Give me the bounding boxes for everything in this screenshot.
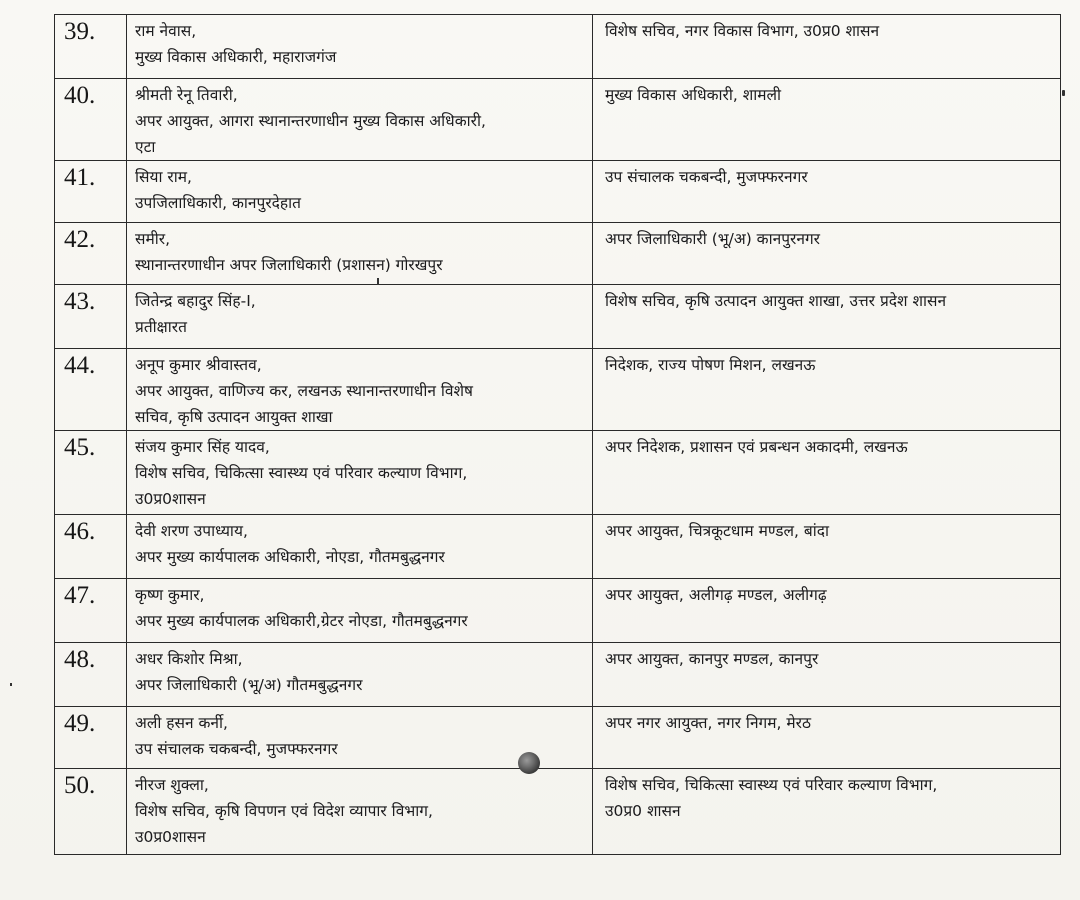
new-post-line: उ0प्र0 शासन (605, 802, 681, 820)
table-row (55, 769, 1061, 855)
current-post-line: सचिव, कृषि उत्पादन आयुक्त शाखा (135, 408, 333, 426)
current-post-line: अपर मुख्य कार्यपालक अधिकारी, नोएडा, गौतमबुद्धनगर (135, 548, 445, 566)
current-post-line: मुख्य विकास अधिकारी, महाराजगंज (135, 48, 337, 66)
officer-current-post (127, 643, 593, 707)
current-post-line: उ0प्र0शासन (135, 490, 206, 508)
table-row (55, 643, 1061, 707)
officer-name: संजय कुमार सिंह यादव, (135, 438, 270, 456)
current-post-line: प्रतीक्षारत (135, 318, 187, 336)
table-row (55, 431, 1061, 515)
row-serial-number: 47. (55, 579, 127, 643)
row-serial-number: 48. (55, 643, 127, 707)
current-post-line: विशेष सचिव, कृषि विपणन एवं विदेश व्यापार विभाग, (135, 802, 433, 820)
officer-name: श्रीमती रेनू तिवारी, (135, 86, 238, 104)
new-post-line: विशेष सचिव, चिकित्सा स्वास्थ्य एवं परिवार कल्याण विभाग, (605, 776, 938, 794)
current-post-line: एटा (135, 138, 156, 156)
officer-current-post (127, 223, 593, 285)
table-row (55, 15, 1061, 79)
current-post-line: अपर जिलाधिकारी (भू/अ) गौतमबुद्धनगर (135, 676, 363, 694)
scan-speck (10, 683, 12, 686)
officer-current-post (127, 769, 593, 855)
new-post-line: निदेशक, राज्य पोषण मिशन, लखनऊ (605, 356, 816, 374)
officer-current-post (127, 431, 593, 515)
new-post-line: अपर निदेशक, प्रशासन एवं प्रबन्धन अकादमी, लखनऊ (605, 438, 908, 456)
new-post-line: अपर आयुक्त, कानपुर मण्डल, कानपुर (605, 650, 819, 668)
new-post-line: अपर जिलाधिकारी (भू/अ) कानपुरनगर (605, 230, 821, 248)
row-serial-number: 49. (55, 707, 127, 769)
punch-hole-mark (518, 752, 540, 774)
row-serial-number: 41. (55, 161, 127, 223)
officer-name: कृष्ण कुमार, (135, 586, 205, 604)
current-post-line: अपर आयुक्त, आगरा स्थानान्तरणाधीन मुख्य विकास अधिकारी, (135, 112, 486, 130)
scan-speck (1062, 90, 1065, 96)
officer-current-post (127, 579, 593, 643)
officer-name: अनूप कुमार श्रीवास्तव, (135, 356, 262, 374)
transfer-table (54, 14, 1061, 855)
row-serial-number: 44. (55, 349, 127, 431)
scan-speck (377, 278, 379, 285)
row-serial-number: 40. (55, 79, 127, 161)
row-serial-number: 42. (55, 223, 127, 285)
row-serial-number: 43. (55, 285, 127, 349)
current-post-line: उप संचालक चकबन्दी, मुजफ्फरनगर (135, 740, 338, 758)
officer-current-post (127, 515, 593, 579)
officer-name: राम नेवास, (135, 22, 197, 40)
table-row (55, 223, 1061, 285)
table-row (55, 285, 1061, 349)
officer-current-post (127, 285, 593, 349)
new-post (593, 707, 1061, 769)
new-post (593, 79, 1061, 161)
officer-name: नीरज शुक्ला, (135, 776, 209, 794)
new-post-line: विशेष सचिव, नगर विकास विभाग, उ0प्र0 शासन (605, 22, 880, 40)
new-post (593, 15, 1061, 79)
table-row (55, 579, 1061, 643)
officer-name: देवी शरण उपाध्याय, (135, 522, 248, 540)
current-post-line: उपजिलाधिकारी, कानपुरदेहात (135, 194, 301, 212)
current-post-line: अपर आयुक्त, वाणिज्य कर, लखनऊ स्थानान्तरणाधीन विशेष (135, 382, 473, 400)
officer-name: समीर, (135, 230, 171, 248)
officer-name: अधर किशोर मिश्रा, (135, 650, 243, 668)
table-row (55, 79, 1061, 161)
new-post-line: अपर आयुक्त, चित्रकूटधाम मण्डल, बांदा (605, 522, 830, 540)
table-row (55, 349, 1061, 431)
new-post-line: विशेष सचिव, कृषि उत्पादन आयुक्त शाखा, उत्तर प्रदेश शासन (605, 292, 947, 310)
row-serial-number: 46. (55, 515, 127, 579)
new-post (593, 515, 1061, 579)
new-post-line: उप संचालक चकबन्दी, मुजफ्फरनगर (605, 168, 808, 186)
new-post (593, 223, 1061, 285)
new-post (593, 285, 1061, 349)
new-post (593, 643, 1061, 707)
officer-current-post (127, 79, 593, 161)
table-row (55, 707, 1061, 769)
transfer-table-body (55, 15, 1061, 855)
table-row (55, 161, 1061, 223)
table-row (55, 515, 1061, 579)
new-post-line: अपर आयुक्त, अलीगढ़ मण्डल, अलीगढ़ (605, 586, 827, 604)
officer-name: अली हसन कर्नी, (135, 714, 228, 732)
current-post-line: अपर मुख्य कार्यपालक अधिकारी,ग्रेटर नोएडा, गौतमबुद्धनगर (135, 612, 468, 630)
officer-name: सिया राम, (135, 168, 192, 186)
row-serial-number: 50. (55, 769, 127, 855)
new-post (593, 769, 1061, 855)
new-post-line: अपर नगर आयुक्त, नगर निगम, मेरठ (605, 714, 812, 732)
officer-current-post (127, 161, 593, 223)
new-post (593, 161, 1061, 223)
new-post-line: मुख्य विकास अधिकारी, शामली (605, 86, 782, 104)
current-post-line: विशेष सचिव, चिकित्सा स्वास्थ्य एवं परिवार कल्याण विभाग, (135, 464, 468, 482)
officer-current-post (127, 15, 593, 79)
new-post (593, 431, 1061, 515)
new-post (593, 349, 1061, 431)
row-serial-number: 45. (55, 431, 127, 515)
current-post-line: स्थानान्तरणाधीन अपर जिलाधिकारी (प्रशासन) गोरखपुर (135, 256, 443, 274)
officer-current-post (127, 349, 593, 431)
current-post-line: उ0प्र0शासन (135, 828, 206, 846)
new-post (593, 579, 1061, 643)
officer-name: जितेन्द्र बहादुर सिंह-I, (135, 292, 256, 310)
row-serial-number: 39. (55, 15, 127, 79)
